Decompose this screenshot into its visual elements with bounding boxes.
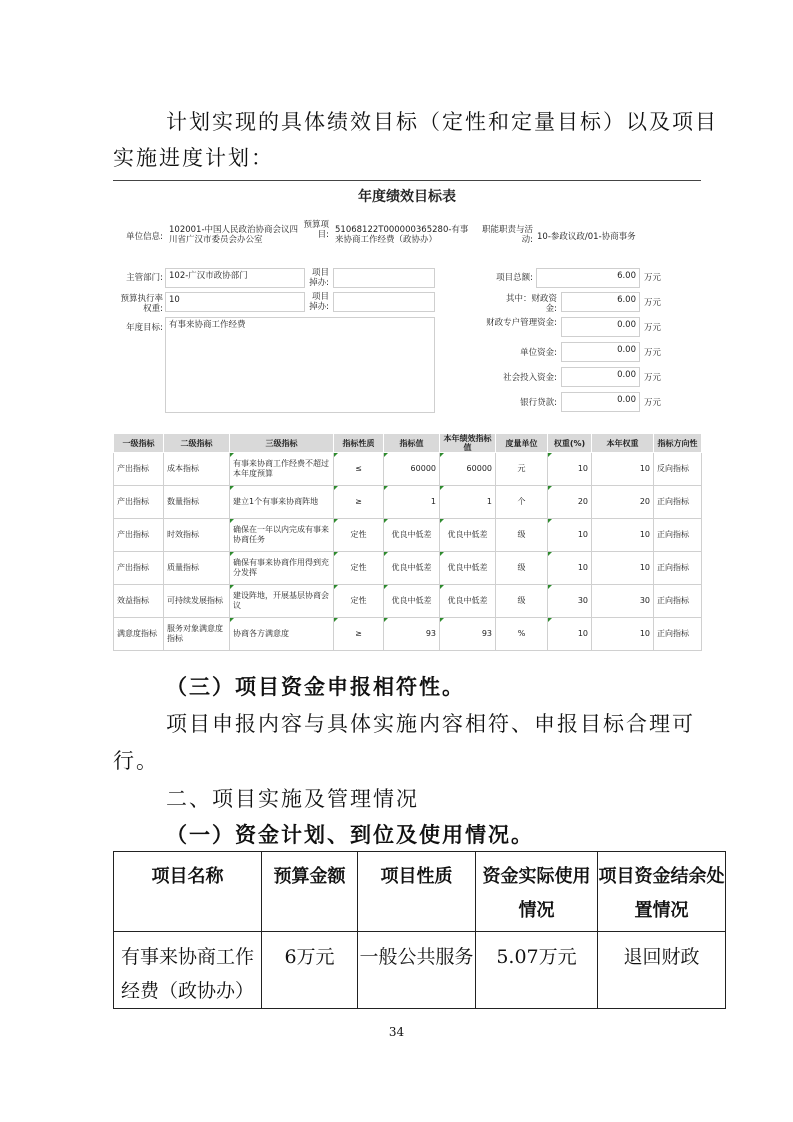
value-cell: 优良中低差 (384, 585, 440, 618)
section3-body-line-1: 项目申报内容与具体实施内容相符、申报目标合理可 (166, 712, 695, 736)
header-value: 指标值 (384, 434, 440, 453)
weight-cell: 20 (548, 486, 592, 519)
section3-body-line-2: 行。 (113, 749, 159, 773)
header-nature: 指标性质 (334, 434, 384, 453)
funds-usage-table (113, 851, 726, 1009)
funds-balance-handling: 退回财政 (598, 932, 726, 1009)
fund-loan-label: 银行贷款: (520, 398, 557, 408)
direction-cell: 正向指标 (654, 585, 702, 618)
project-leader2-label: 项目掉办: (309, 292, 329, 312)
section3-heading: （三）项目资金申报相符性。 (166, 675, 465, 699)
table-row (114, 453, 702, 486)
weight-cell: 10 (548, 453, 592, 486)
year-weight-cell: 10 (592, 519, 654, 552)
year-value-cell: 优良中低差 (440, 585, 496, 618)
fund-total-field (536, 268, 640, 288)
level3-cell: 确保有事来协商作用得到充分发挥 (230, 552, 334, 585)
nature-cell: ≥ (334, 486, 384, 519)
funds-header-row (114, 852, 726, 932)
indicator-table (113, 433, 702, 651)
level2-cell: 成本指标 (164, 453, 230, 486)
year-value-cell: 优良中低差 (440, 552, 496, 585)
level1-cell: 产出指标 (114, 453, 164, 486)
project-leader2-field (333, 292, 435, 312)
year-weight-cell: 30 (592, 585, 654, 618)
table-row (114, 932, 726, 1009)
nature-cell: 定性 (334, 519, 384, 552)
header-level3: 三级指标 (230, 434, 334, 453)
year-weight-cell: 10 (592, 618, 654, 651)
year-value-cell: 60000 (440, 453, 496, 486)
header-unit: 度量单位 (496, 434, 548, 453)
level3-cell: 建设阵地，开展基层协商会议 (230, 585, 334, 618)
section-two-sub1: （一）资金计划、到位及使用情况。 (166, 823, 534, 847)
weight-cell: 30 (548, 585, 592, 618)
funds-header-balance: 项目资金结余处置情况 (598, 852, 726, 932)
page-number: 34 (388, 1025, 405, 1039)
level3-cell: 协商各方满意度 (230, 618, 334, 651)
budget-project-label: 预算项目: (303, 220, 329, 240)
fund-total-value: 6.00 (617, 271, 636, 281)
fund-special-field (561, 317, 640, 337)
fund-total-label: 项目总额: (496, 273, 533, 283)
level2-cell: 质量指标 (164, 552, 230, 585)
fund-social-field (561, 367, 640, 387)
header-year-value: 本年绩效指标值 (440, 434, 496, 453)
unit-info-value: 102001-中国人民政治协商会议四川省广汉市委员会办公室 (169, 225, 299, 245)
value-cell: 1 (384, 486, 440, 519)
section-two-heading: 二、项目实施及管理情况 (166, 787, 419, 811)
table-row (114, 618, 702, 651)
fund-unit-label: 单位资金: (520, 348, 557, 358)
goal-value: 有事来协商工作经费 (169, 320, 246, 330)
nature-cell: 定性 (334, 552, 384, 585)
fund-social-label: 社会投入资金: (503, 373, 557, 383)
funds-header-budget: 预算金额 (262, 852, 358, 932)
direction-cell: 正向指标 (654, 486, 702, 519)
nature-cell: ≥ (334, 618, 384, 651)
table-row (114, 519, 702, 552)
goal-field (165, 317, 435, 413)
year-weight-cell: 10 (592, 453, 654, 486)
year-value-cell: 优良中低差 (440, 519, 496, 552)
level1-cell: 产出指标 (114, 519, 164, 552)
dept-label: 主管部门: (126, 273, 163, 283)
fund-special-label: 财政专户管理资金: (486, 318, 557, 328)
level2-cell: 时效指标 (164, 519, 230, 552)
level1-cell: 产出指标 (114, 486, 164, 519)
project-leader-label: 项目掉办: (309, 268, 329, 288)
intro-line-1: 计划实现的具体绩效目标（定性和定量目标）以及项目 (166, 110, 718, 134)
level1-cell: 效益指标 (114, 585, 164, 618)
year-weight-cell: 10 (592, 552, 654, 585)
intro-line-2: 实施进度计划： (113, 146, 274, 170)
exec-rate-label: 预算执行率权重: (120, 294, 163, 314)
year-value-cell: 93 (440, 618, 496, 651)
value-cell: 93 (384, 618, 440, 651)
value-cell: 优良中低差 (384, 552, 440, 585)
unit-cell: 级 (496, 519, 548, 552)
fund-fiscal-label: 其中：财政资金: (505, 294, 557, 314)
table-top-rule (113, 180, 701, 181)
fund-unit-value: 0.00 (617, 345, 636, 355)
unit-cell: % (496, 618, 548, 651)
performance-target-table (113, 180, 701, 662)
table-row (114, 585, 702, 618)
value-cell: 优良中低差 (384, 519, 440, 552)
header-direction: 指标方向性 (654, 434, 702, 453)
level1-cell: 产出指标 (114, 552, 164, 585)
fund-loan-value: 0.00 (617, 395, 636, 405)
direction-cell: 反向指标 (654, 453, 702, 486)
table-row (114, 552, 702, 585)
fund-fiscal-value: 6.00 (617, 295, 636, 305)
unit-cell: 级 (496, 552, 548, 585)
year-value-cell: 1 (440, 486, 496, 519)
level1-cell: 满意度指标 (114, 618, 164, 651)
funds-header-nature: 项目性质 (358, 852, 476, 932)
funds-actual-usage: 5.07万元 (476, 932, 598, 1009)
weight-cell: 10 (548, 552, 592, 585)
indicator-header-row (114, 434, 702, 453)
direction-cell: 正向指标 (654, 618, 702, 651)
fund-total-unit: 万元 (644, 273, 662, 283)
fund-social-unit: 万元 (644, 373, 662, 383)
duty-label: 职能职责与活动: (481, 225, 533, 245)
level2-cell: 可持续发展指标 (164, 585, 230, 618)
direction-cell: 正向指标 (654, 552, 702, 585)
project-leader-field (333, 268, 435, 288)
header-level2: 二级指标 (164, 434, 230, 453)
exec-rate-value: 10 (169, 295, 180, 305)
funds-header-name: 项目名称 (114, 852, 262, 932)
goal-label: 年度目标: (126, 323, 163, 333)
table-row (114, 486, 702, 519)
fund-loan-field (561, 392, 640, 412)
nature-cell: ≤ (334, 453, 384, 486)
unit-cell: 个 (496, 486, 548, 519)
duty-value: 10-参政议政/01-协商事务 (537, 232, 636, 242)
direction-cell: 正向指标 (654, 519, 702, 552)
weight-cell: 10 (548, 519, 592, 552)
level3-cell: 建立1个有事来协商阵地 (230, 486, 334, 519)
level3-cell: 确保在一年以内完成有事来协商任务 (230, 519, 334, 552)
header-level1: 一级指标 (114, 434, 164, 453)
fund-fiscal-unit: 万元 (644, 298, 662, 308)
funds-project-name: 有事来协商工作经费（政协办） (114, 932, 262, 1009)
fund-unit-unit: 万元 (644, 348, 662, 358)
weight-cell: 10 (548, 618, 592, 651)
level2-cell: 数量指标 (164, 486, 230, 519)
header-weight: 权重(%) (548, 434, 592, 453)
dept-value: 102-广汉市政协部门 (169, 271, 248, 281)
level3-cell: 有事来协商工作经费不超过本年度预算 (230, 453, 334, 486)
fund-special-value: 0.00 (617, 320, 636, 330)
exec-rate-field (165, 292, 305, 312)
budget-project-value: 51068122T000000365280-有事来协商工作经费（政协办） (335, 225, 469, 245)
fund-fiscal-field (561, 292, 640, 312)
header-year-weight: 本年权重 (592, 434, 654, 453)
value-cell: 60000 (384, 453, 440, 486)
unit-cell: 级 (496, 585, 548, 618)
fund-unit-field (561, 342, 640, 362)
dept-value-field (165, 268, 305, 288)
unit-info-label: 单位信息: (126, 232, 163, 242)
nature-cell: 定性 (334, 585, 384, 618)
year-weight-cell: 20 (592, 486, 654, 519)
fund-loan-unit: 万元 (644, 398, 662, 408)
unit-cell: 元 (496, 453, 548, 486)
fund-special-unit: 万元 (644, 323, 662, 333)
level2-cell: 服务对象满意度指标 (164, 618, 230, 651)
funds-project-nature: 一般公共服务 (358, 932, 476, 1009)
funds-budget-amount: 6万元 (262, 932, 358, 1009)
performance-table-title: 年度绩效目标表 (358, 189, 456, 205)
fund-social-value: 0.00 (617, 370, 636, 380)
funds-header-actual: 资金实际使用情况 (476, 852, 598, 932)
